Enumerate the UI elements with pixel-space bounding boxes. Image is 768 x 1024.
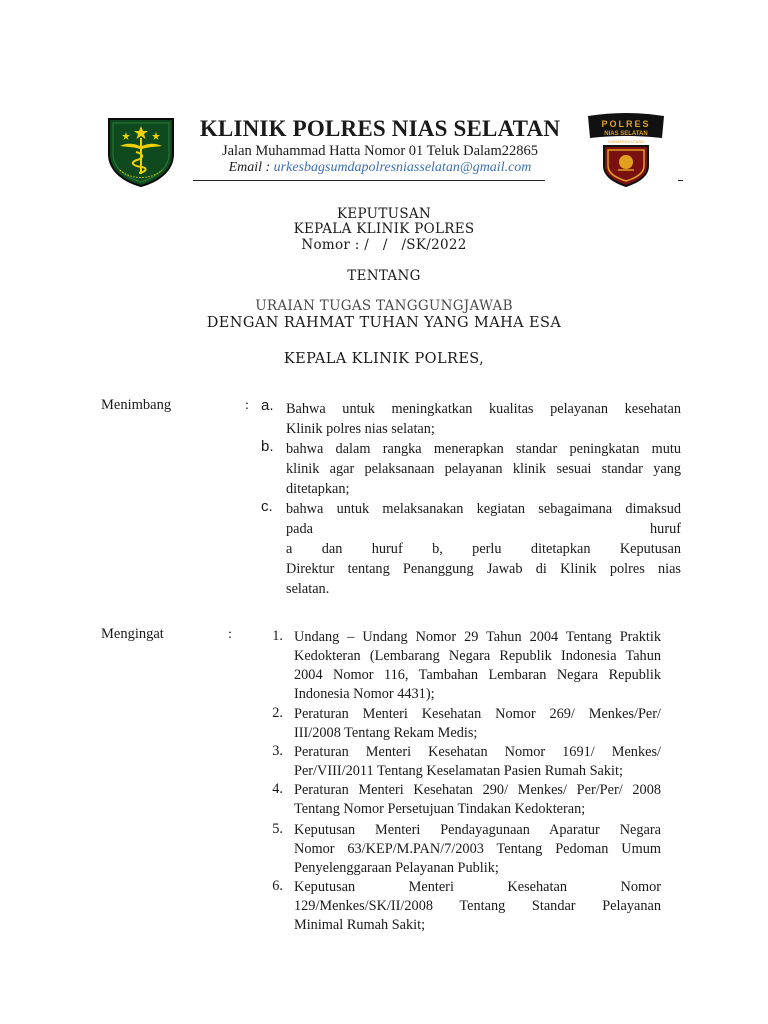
- mengingat-marker-6: 6.: [272, 878, 283, 894]
- mengingat-item-2-line: III/2008 Tentang Rekam Medis;: [294, 725, 478, 741]
- menimbang-item-c-line: a dan huruf b, perlu ditetapkan Keputusan: [286, 541, 681, 557]
- decision-subject: URAIAN TUGAS TANGGUNGJAWAB: [255, 298, 513, 314]
- email-label: Email :: [228, 160, 274, 175]
- menimbang-item-c-line: Direktur tentang Penanggung Jawab di Klinik polres nias: [286, 561, 681, 577]
- menimbang-marker-c: c.: [261, 498, 273, 515]
- mengingat-marker-1: 1.: [272, 628, 283, 644]
- mengingat-item-5-line: Penyelenggaraan Pelayanan Publik;: [294, 860, 499, 876]
- menimbang-item-c-line: selatan.: [286, 581, 330, 597]
- mengingat-item-5: [294, 821, 661, 878]
- mengingat-item-1-line: Indonesia Nomor 4431);: [294, 686, 435, 702]
- menimbang-marker-b: b.: [261, 438, 274, 455]
- menimbang-item-c-line: bahwa untuk melaksanakan kegiatan sebagaimana dimaksud: [286, 501, 681, 517]
- mengingat-item-4-line: Peraturan Menteri Kesehatan 290/ Menkes/ Per/Per/ 2008: [294, 782, 661, 798]
- mengingat-item-5-line: Keputusan Menteri Pendayagunaan Aparatur Negara: [294, 822, 661, 838]
- decision-issuer: KEPALA KLINIK POLRES: [293, 221, 475, 237]
- emblem-text-bot: SUMATERA UTARA: [607, 139, 645, 144]
- mengingat-marker-4: 4.: [272, 781, 283, 797]
- menimbang-label: Menimbang: [101, 397, 172, 413]
- mengingat-marker-5: 5.: [272, 821, 283, 837]
- mengingat-marker-2: 2.: [272, 705, 283, 721]
- decision-about: TENTANG: [347, 268, 421, 284]
- decision-number: Nomor : / / /SK/2022: [301, 237, 467, 253]
- mengingat-item-1: [294, 628, 661, 704]
- clinic-address: Jalan Muhammad Hatta Nomor 01 Teluk Dalam22865: [221, 143, 539, 159]
- mengingat-item-4-line: Tentang Nomor Persetujuan Tindakan Kedokteran;: [294, 801, 586, 817]
- mengingat-colon: :: [228, 627, 232, 642]
- mengingat-item-5-line: Nomor 63/KEP/M.PAN/7/2003 Tentang Pedoman Umum: [294, 841, 661, 857]
- menimbang-colon: :: [245, 398, 249, 413]
- decision-blessing: DENGAN RAHMAT TUHAN YANG MAHA ESA: [206, 315, 562, 331]
- polres-logo: [584, 112, 668, 188]
- mengingat-item-1-line: Kedokteran (Lembarang Negara Republik Indonesia Tahun: [294, 648, 661, 664]
- mengingat-item-6-line: 129/Menkes/SK/II/2008 Tentang Standar Pelayanan: [294, 898, 661, 914]
- emblem-text-top: POLRES: [601, 119, 651, 129]
- mengingat-item-2: [294, 705, 661, 743]
- menimbang-item-a: [286, 399, 681, 439]
- menimbang-item-a-line: Bahwa untuk meningkatkan kualitas pelayanan kesehatan: [286, 401, 681, 417]
- caduceus-emblem-icon: [106, 116, 176, 188]
- mengingat-item-3-line: Per/VIII/2011 Tentang Keselamatan Pasien Rumah Sakit;: [294, 763, 623, 779]
- mengingat-item-4: [294, 781, 661, 819]
- polres-police-emblem-icon: [584, 112, 668, 188]
- mengingat-item-2-line: Peraturan Menteri Kesehatan Nomor 269/ Menkes/Per/: [294, 706, 661, 722]
- mengingat-label: Mengingat: [101, 626, 164, 642]
- menimbang-item-c: [286, 499, 681, 599]
- letterhead-divider-end: [678, 180, 683, 181]
- mengingat-item-6-line: Minimal Rumah Sakit;: [294, 917, 426, 933]
- menimbang-item-a-line: Klinik polres nias selatan;: [286, 421, 435, 437]
- clinic-name: KLINIK POLRES NIAS SELATAN: [199, 116, 561, 141]
- clinic-email: [180, 160, 580, 176]
- emblem-text-mid: NIAS SELATAN: [604, 131, 648, 137]
- menimbang-item-b-line: klinik agar pelaksanaan pelayanan klinik sesuai standar yang: [286, 461, 681, 477]
- clinic-logo: [106, 116, 176, 188]
- mengingat-marker-3: 3.: [272, 743, 283, 759]
- mengingat-item-1-line: Undang – Undang Nomor 29 Tahun 2004 Tentang Praktik: [294, 629, 661, 645]
- mengingat-item-6: [294, 878, 661, 935]
- mengingat-item-6-line: Keputusan Menteri Kesehatan Nomor: [294, 879, 661, 895]
- mengingat-item-3: [294, 743, 661, 781]
- mengingat-item-3-line: Peraturan Menteri Kesehatan Nomor 1691/ Menkes/: [294, 744, 661, 760]
- letterhead-divider: [193, 180, 545, 181]
- menimbang-marker-a: a.: [261, 397, 274, 414]
- menimbang-item-b: [286, 439, 681, 499]
- decision-head: KEPALA KLINIK POLRES,: [283, 351, 485, 367]
- decision-heading: KEPUTUSAN: [336, 206, 432, 222]
- menimbang-item-b-line: bahwa dalam rangka menerapkan standar peningkatan mutu: [286, 441, 681, 457]
- email-link[interactable]: urkesbagsumdapolresniasselatan@gmail.com: [273, 160, 532, 175]
- menimbang-item-c-line: pada huruf: [286, 521, 681, 537]
- menimbang-item-b-line: ditetapkan;: [286, 481, 350, 497]
- mengingat-item-1-line: 2004 Nomor 116, Tambahan Lembaran Negara Republik: [294, 667, 661, 683]
